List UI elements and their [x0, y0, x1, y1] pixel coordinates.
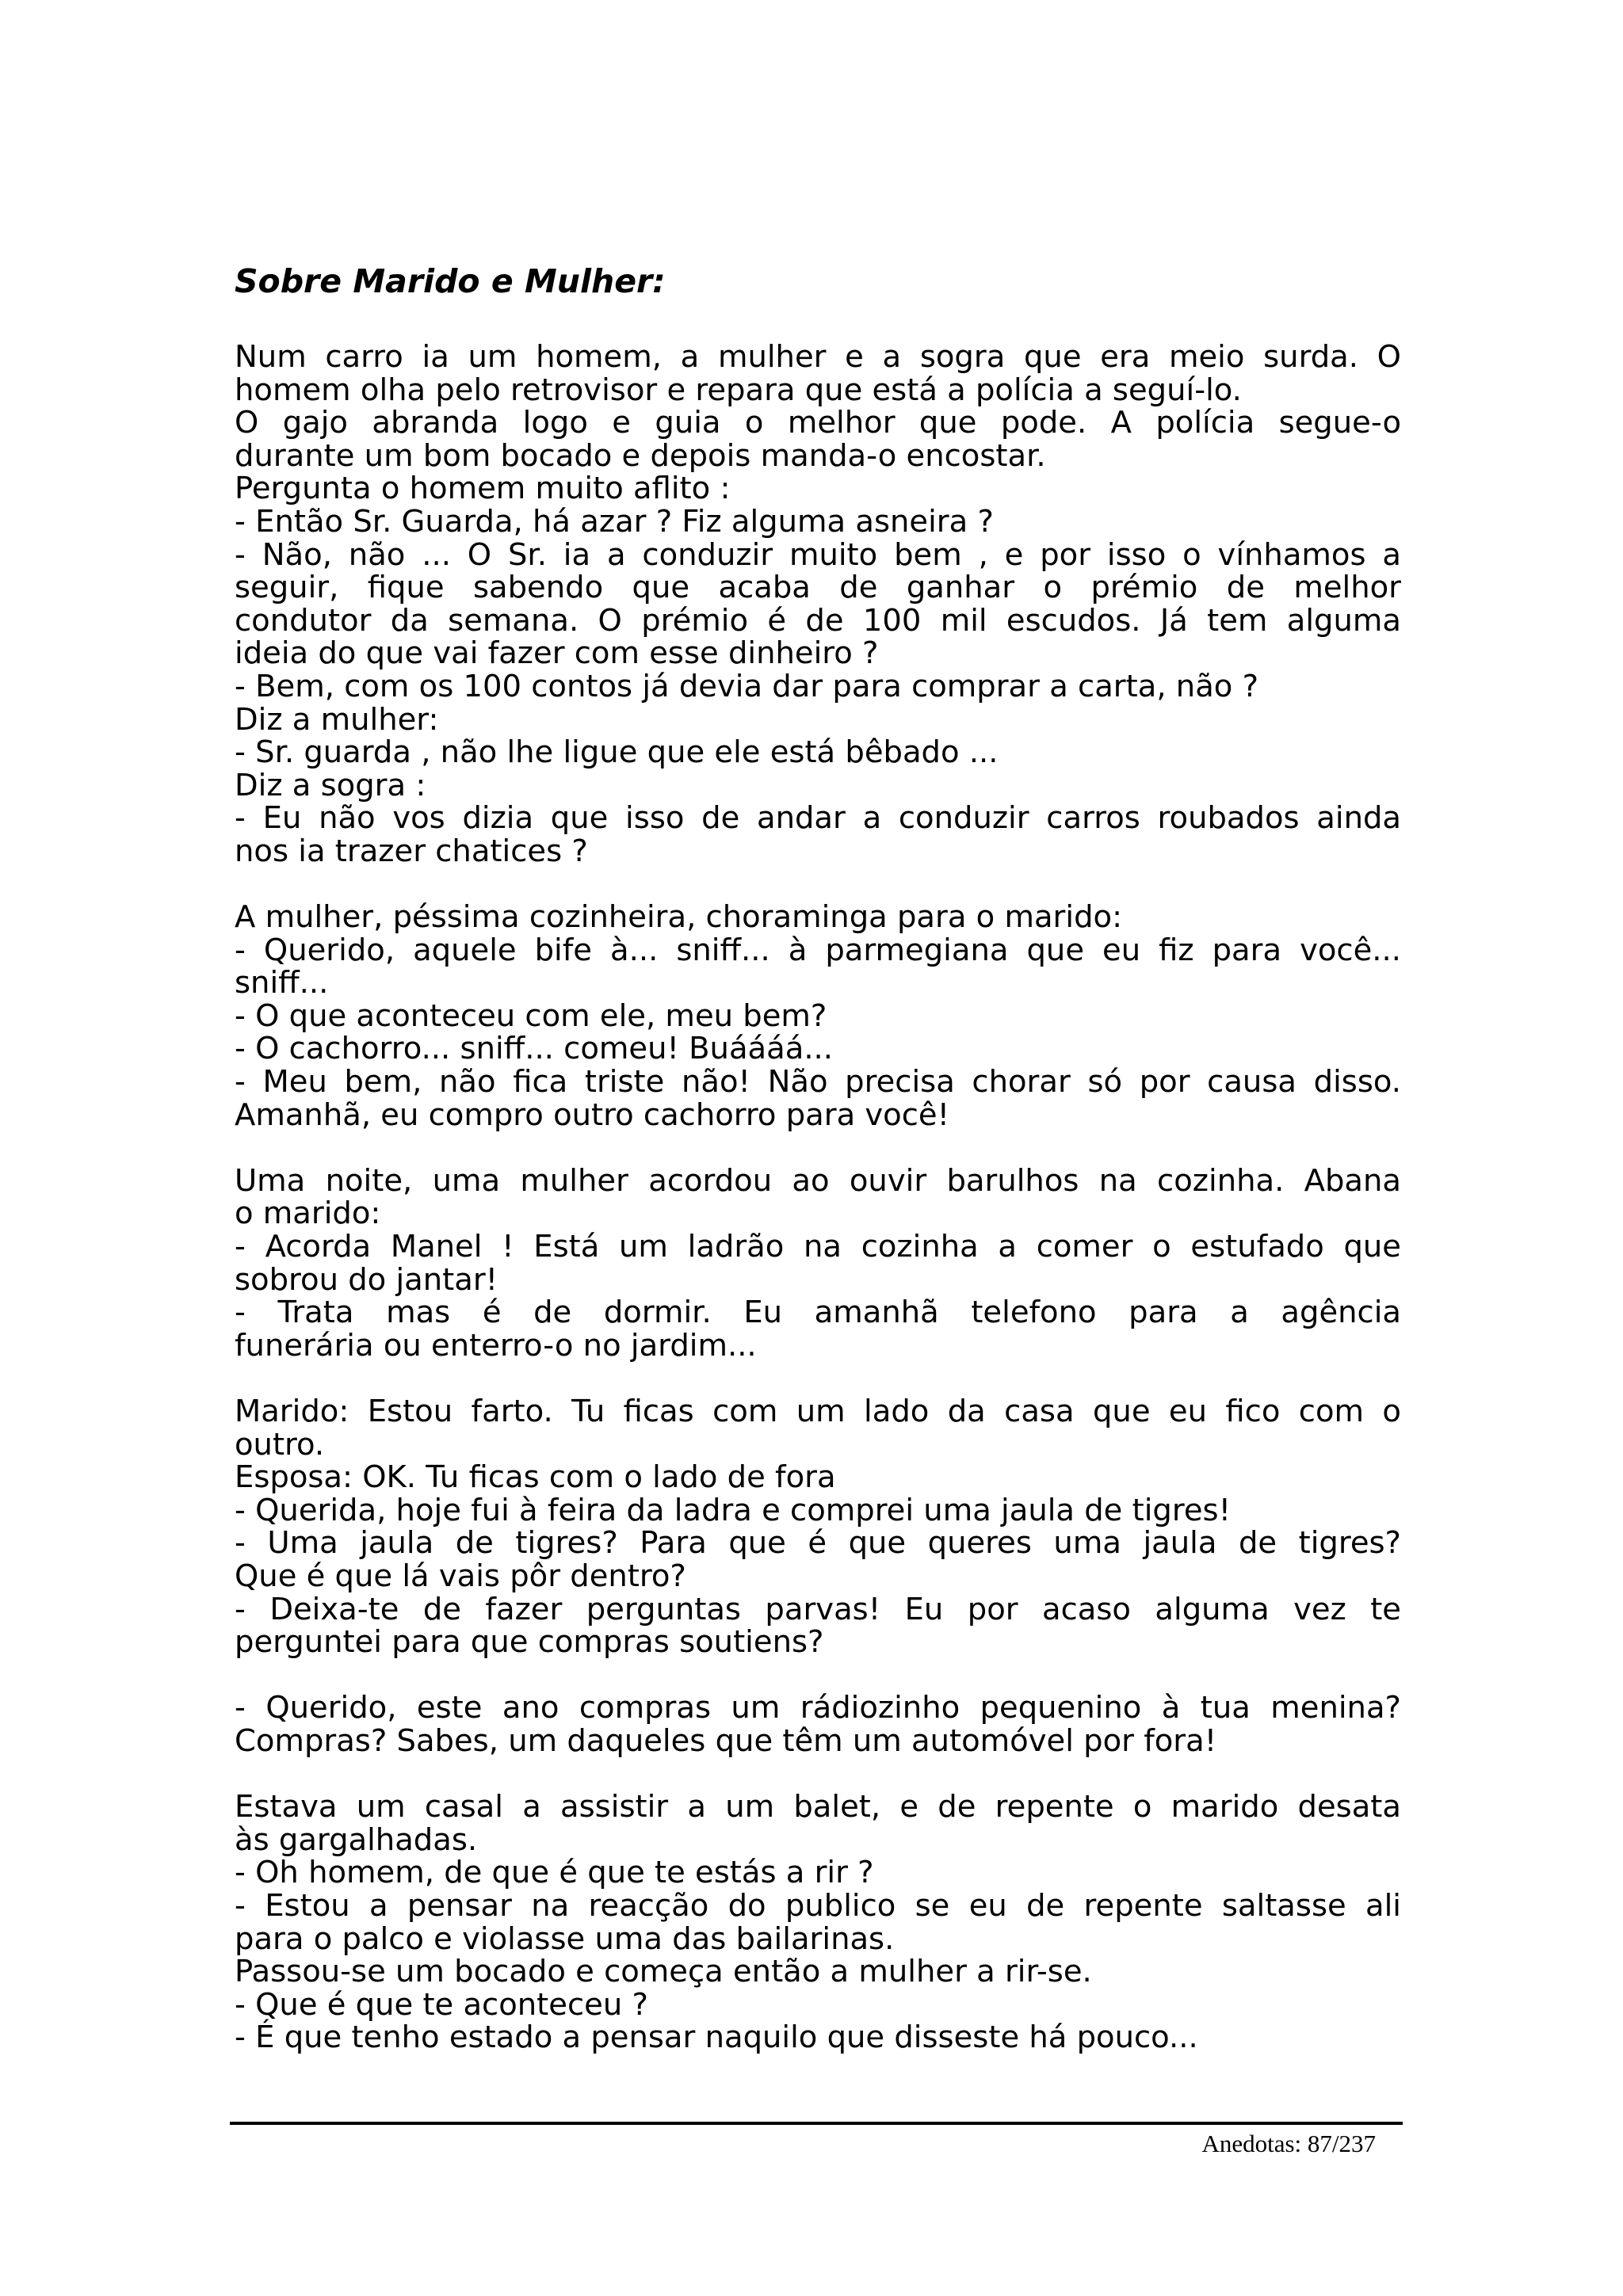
joke-paragraph [235, 341, 1401, 868]
text-line: às gargalhadas. [235, 1821, 478, 1858]
text-line: homem olha pelo retrovisor e repara que está a polícia a seguí-lo. [235, 372, 1242, 408]
text-line: - Não, não ... O Sr. ia a conduzir muito bem , e por isso o vínhamos a [235, 536, 1401, 573]
text-line: - Querido, aquele bife à... sniff... à parmegiana que eu fiz para você... [235, 932, 1401, 968]
text-line: perguntei para que compras soutiens? [235, 1624, 824, 1661]
text-line: Que é que lá vais pôr dentro? [235, 1558, 686, 1594]
text-line: Amanhã, eu compro outro cachorro para você! [235, 1097, 950, 1133]
text-line: - Oh homem, de que é que te estás a rir ? [235, 1855, 874, 1891]
text-line: condutor da semana. O prémio é de 100 mil escudos. Já tem alguma [235, 602, 1401, 639]
text-line: o marido: [235, 1196, 381, 1232]
text-line: - Querido, este ano compras um rádiozinho pequenino à tua menina? [235, 1690, 1401, 1726]
text-line: Uma noite, uma mulher acordou ao ouvir barulhos na cozinha. Abana [235, 1162, 1401, 1199]
text-line: - Então Sr. Guarda, há azar ? Fiz alguma asneira ? [235, 503, 994, 540]
footer-page-label: Anedotas: 87/237 [1201, 2130, 1376, 2157]
text-line: - Acorda Manel ! Está um ladrão na cozinha a comer o estufado que [235, 1229, 1401, 1265]
text-line: para o palco e violasse uma das bailarinas. [235, 1920, 895, 1957]
text-line: A mulher, péssima cozinheira, choraminga para o marido: [235, 899, 1123, 936]
joke-paragraph [235, 1162, 1401, 1363]
joke-paragraph [235, 1691, 1401, 1757]
text-line: Esposa: OK. Tu ficas com o lado de fora [235, 1459, 836, 1496]
text-line: funerária ou enterro-o no jardim... [235, 1327, 757, 1363]
jokes-body [235, 341, 1401, 2054]
text-line: - Uma jaula de tigres? Para que é que queres uma jaula de tigres? [235, 1525, 1401, 1562]
text-line: - Querida, hoje fui à feira da ladra e comprei uma jaula de tigres! [235, 1492, 1232, 1528]
text-line: - Trata mas é de dormir. Eu amanhã telefono para a agência [235, 1295, 1401, 1331]
section-heading: Sobre Marido e Mulher: [235, 262, 666, 300]
paragraph-spacer [235, 1758, 1401, 1791]
joke-paragraph [235, 1791, 1401, 2054]
text-line: - Bem, com os 100 contos já devia dar para comprar a carta, não ? [235, 668, 1259, 704]
footer-rule [230, 2122, 1403, 2125]
paragraph-spacer [235, 868, 1401, 902]
text-line: Estava um casal a assistir a um balet, e de repente o marido desata [235, 1789, 1401, 1825]
text-line: Compras? Sabes, um daqueles que têm um automóvel por fora! [235, 1722, 1217, 1759]
text-line: sniff... [235, 965, 329, 1001]
paragraph-spacer [235, 1362, 1401, 1395]
joke-paragraph [235, 1395, 1401, 1659]
text-line: Pergunta o homem muito aflito : [235, 471, 731, 507]
text-line: - Eu não vos dizia que isso de andar a conduzir carros roubados ainda [235, 800, 1401, 837]
text-line: Diz a mulher: [235, 701, 439, 738]
text-line: sobrou do jantar! [235, 1261, 498, 1298]
joke-paragraph [235, 901, 1401, 1131]
text-line: Marido: Estou farto. Tu ficas com um lado da casa que eu fico com o [235, 1394, 1401, 1429]
text-line: Passou-se um bocado e começa então a mulher a rir-se. [235, 1954, 1092, 1990]
text-line: - O cachorro... sniff... comeu! Buáááá... [235, 1031, 834, 1067]
text-line: - O que aconteceu com ele, meu bem? [235, 997, 827, 1034]
text-line: Diz a sogra : [235, 767, 426, 803]
text-line: - É que tenho estado a pensar naquilo que disseste há pouco... [235, 2019, 1198, 2056]
text-line: Num carro ia um homem, a mulher e a sogra que era meio surda. O [235, 339, 1401, 375]
text-line: seguir, fique sabendo que acaba de ganhar o prémio de melhor [235, 570, 1401, 606]
text-line: outro. [235, 1426, 325, 1463]
text-line: - Meu bem, não fica triste não! Não precisa chorar só por causa disso. [235, 1064, 1401, 1100]
text-line: - Sr. guarda , não lhe ligue que ele está bêbado ... [235, 734, 999, 771]
text-line: nos ia trazer chatices ? [235, 833, 588, 869]
text-line: durante um bom bocado e depois manda-o encostar. [235, 437, 1046, 474]
text-line: - Deixa-te de fazer perguntas parvas! Eu por acaso alguma vez te [235, 1591, 1401, 1627]
text-line: - Estou a pensar na reacção do publico se eu de repente saltasse ali [235, 1887, 1401, 1924]
text-line: ideia do que vai fazer com esse dinheiro ? [235, 635, 879, 672]
paragraph-spacer [235, 1659, 1401, 1692]
paragraph-spacer [235, 1131, 1401, 1165]
text-line: O gajo abranda logo e guia o melhor que pode. A polícia segue-o [235, 405, 1401, 441]
text-line: - Que é que te aconteceu ? [235, 1986, 648, 2023]
